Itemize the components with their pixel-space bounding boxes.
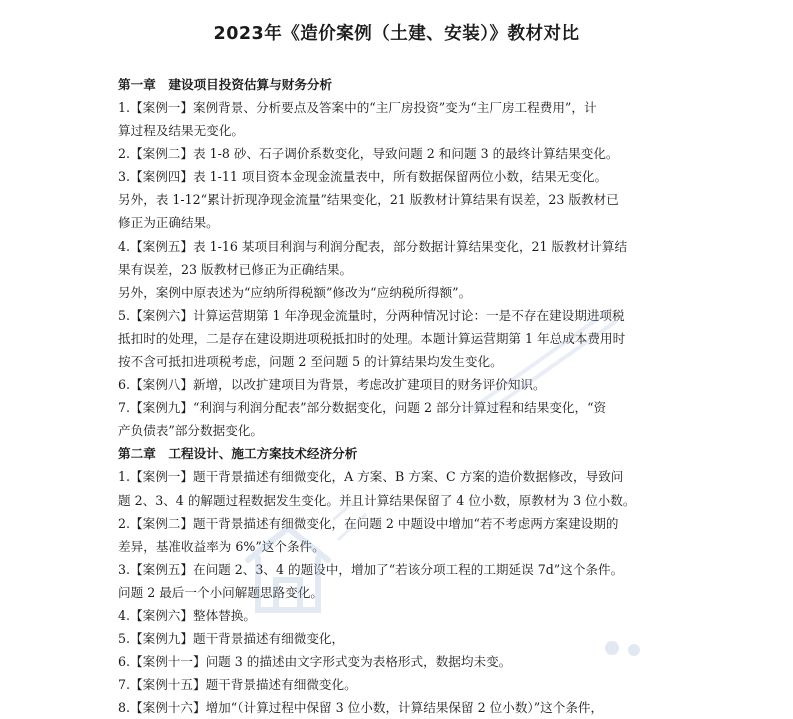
chapter-2-line: 6.【案例十一】问题 3 的描述由文字形式变为表格形式，数据均未变。 (118, 654, 512, 670)
chapter-1-line: 修正为正确结果。 (118, 215, 219, 231)
chapter-1-line: 7.【案例九】“利润与利润分配表”部分数据变化，问题 2 部分计算过程和结果变化，“资 (118, 400, 607, 416)
chapter-2-line: 8.【案例十六】增加“（计算过程中保留 3 位小数，计算结果保留 2 位小数）”这个条件， (118, 700, 604, 716)
chapter-1-line: 果有误差，23 版教材已修正为正确结果。 (118, 261, 353, 277)
document-title: 2023年《造价案例（土建、安装）》教材对比 (213, 24, 580, 44)
chapter-2-line: 4.【案例六】整体替换。 (118, 607, 256, 623)
chapter-1-line: 另外，表 1-12“累计折现净现金流量”结果变化，21 版教材计算结果有误差，23 版教材已 (118, 192, 619, 208)
chapter-1-line: 5.【案例六】计算运营期第 1 年净现金流量时，分两种情况讨论：一是不存在建设期进项税 (118, 307, 625, 323)
chapter-1-line: 6.【案例八】新增，以改扩建项目为背景，考虑改扩建项目的财务评价知识。 (118, 377, 546, 393)
chapter-1-line: 产负债表”部分数据变化。 (118, 423, 263, 439)
chapter-1-line: 2.【案例二】表 1-8 砂、石子调价系数变化，导致问题 2 和问题 3 的最终计算结果变化。 (118, 146, 619, 162)
chapter-1-line: 算过程及结果无变化。 (118, 123, 244, 139)
chapter-1-line: 另外，案例中原表述为“应纳所得税额”修改为“应纳税所得额”。 (118, 284, 472, 300)
chapter-1-line: 抵扣时的处理，二是存在建设期进项税抵扣时的处理。本题计算运营期第 1 年总成本费用时 (118, 330, 626, 346)
chapter-2-heading: 第二章 工程设计、施工方案技术经济分析 (118, 446, 358, 462)
chapter-2-line: 差异，基准收益率为 6%”这个条件。 (118, 538, 325, 554)
chapter-2-line: 3.【案例五】在问题 2、3、4 的题设中，增加了“若该分项工程的工期延误 7d”这个条件。 (118, 561, 624, 577)
chapter-2-line: 5.【案例九】题干背景描述有细微变化， (118, 631, 345, 647)
chapter-2-line: 2.【案例二】题干背景描述有细微变化，在问题 2 中题设中增加“若不考虑两方案建设期的 (118, 515, 619, 531)
chapter-2-line: 问题 2 最后一个小问解题思路变化。 (118, 584, 323, 600)
chapter-1-heading: 第一章 建设项目投资估算与财务分析 (118, 77, 333, 92)
chapter-1-line: 4.【案例五】表 1-16 某项目利润与利润分配表，部分数据计算结果变化，21 版教材计算结 (118, 238, 628, 254)
chapter-2-line: 1.【案例一】题干背景描述有细微变化，A 方案、B 方案、C 方案的造价数据修改，导致问 (118, 469, 624, 485)
chapter-2-line: 题 2、3、4 的解题过程数据发生变化。并且计算结果保留了 4 位小数，原教材为 3 位小数。 (118, 492, 636, 508)
chapter-1-line: 按不含可抵扣进项税考虑，问题 2 至问题 5 的计算结果均发生变化。 (118, 354, 503, 370)
document-body (118, 73, 676, 719)
chapter-1-line: 1.【案例一】案例背景、分析要点及答案中的“主厂房投资”变为“主厂房工程费用”，计 (118, 100, 597, 115)
chapter-2-line: 7.【案例十五】题干背景描述有细微变化。 (118, 677, 357, 693)
chapter-1-line: 3.【案例四】表 1-11 项目资本金现金流量表中，所有数据保留两位小数，结果无变化。 (118, 169, 608, 185)
